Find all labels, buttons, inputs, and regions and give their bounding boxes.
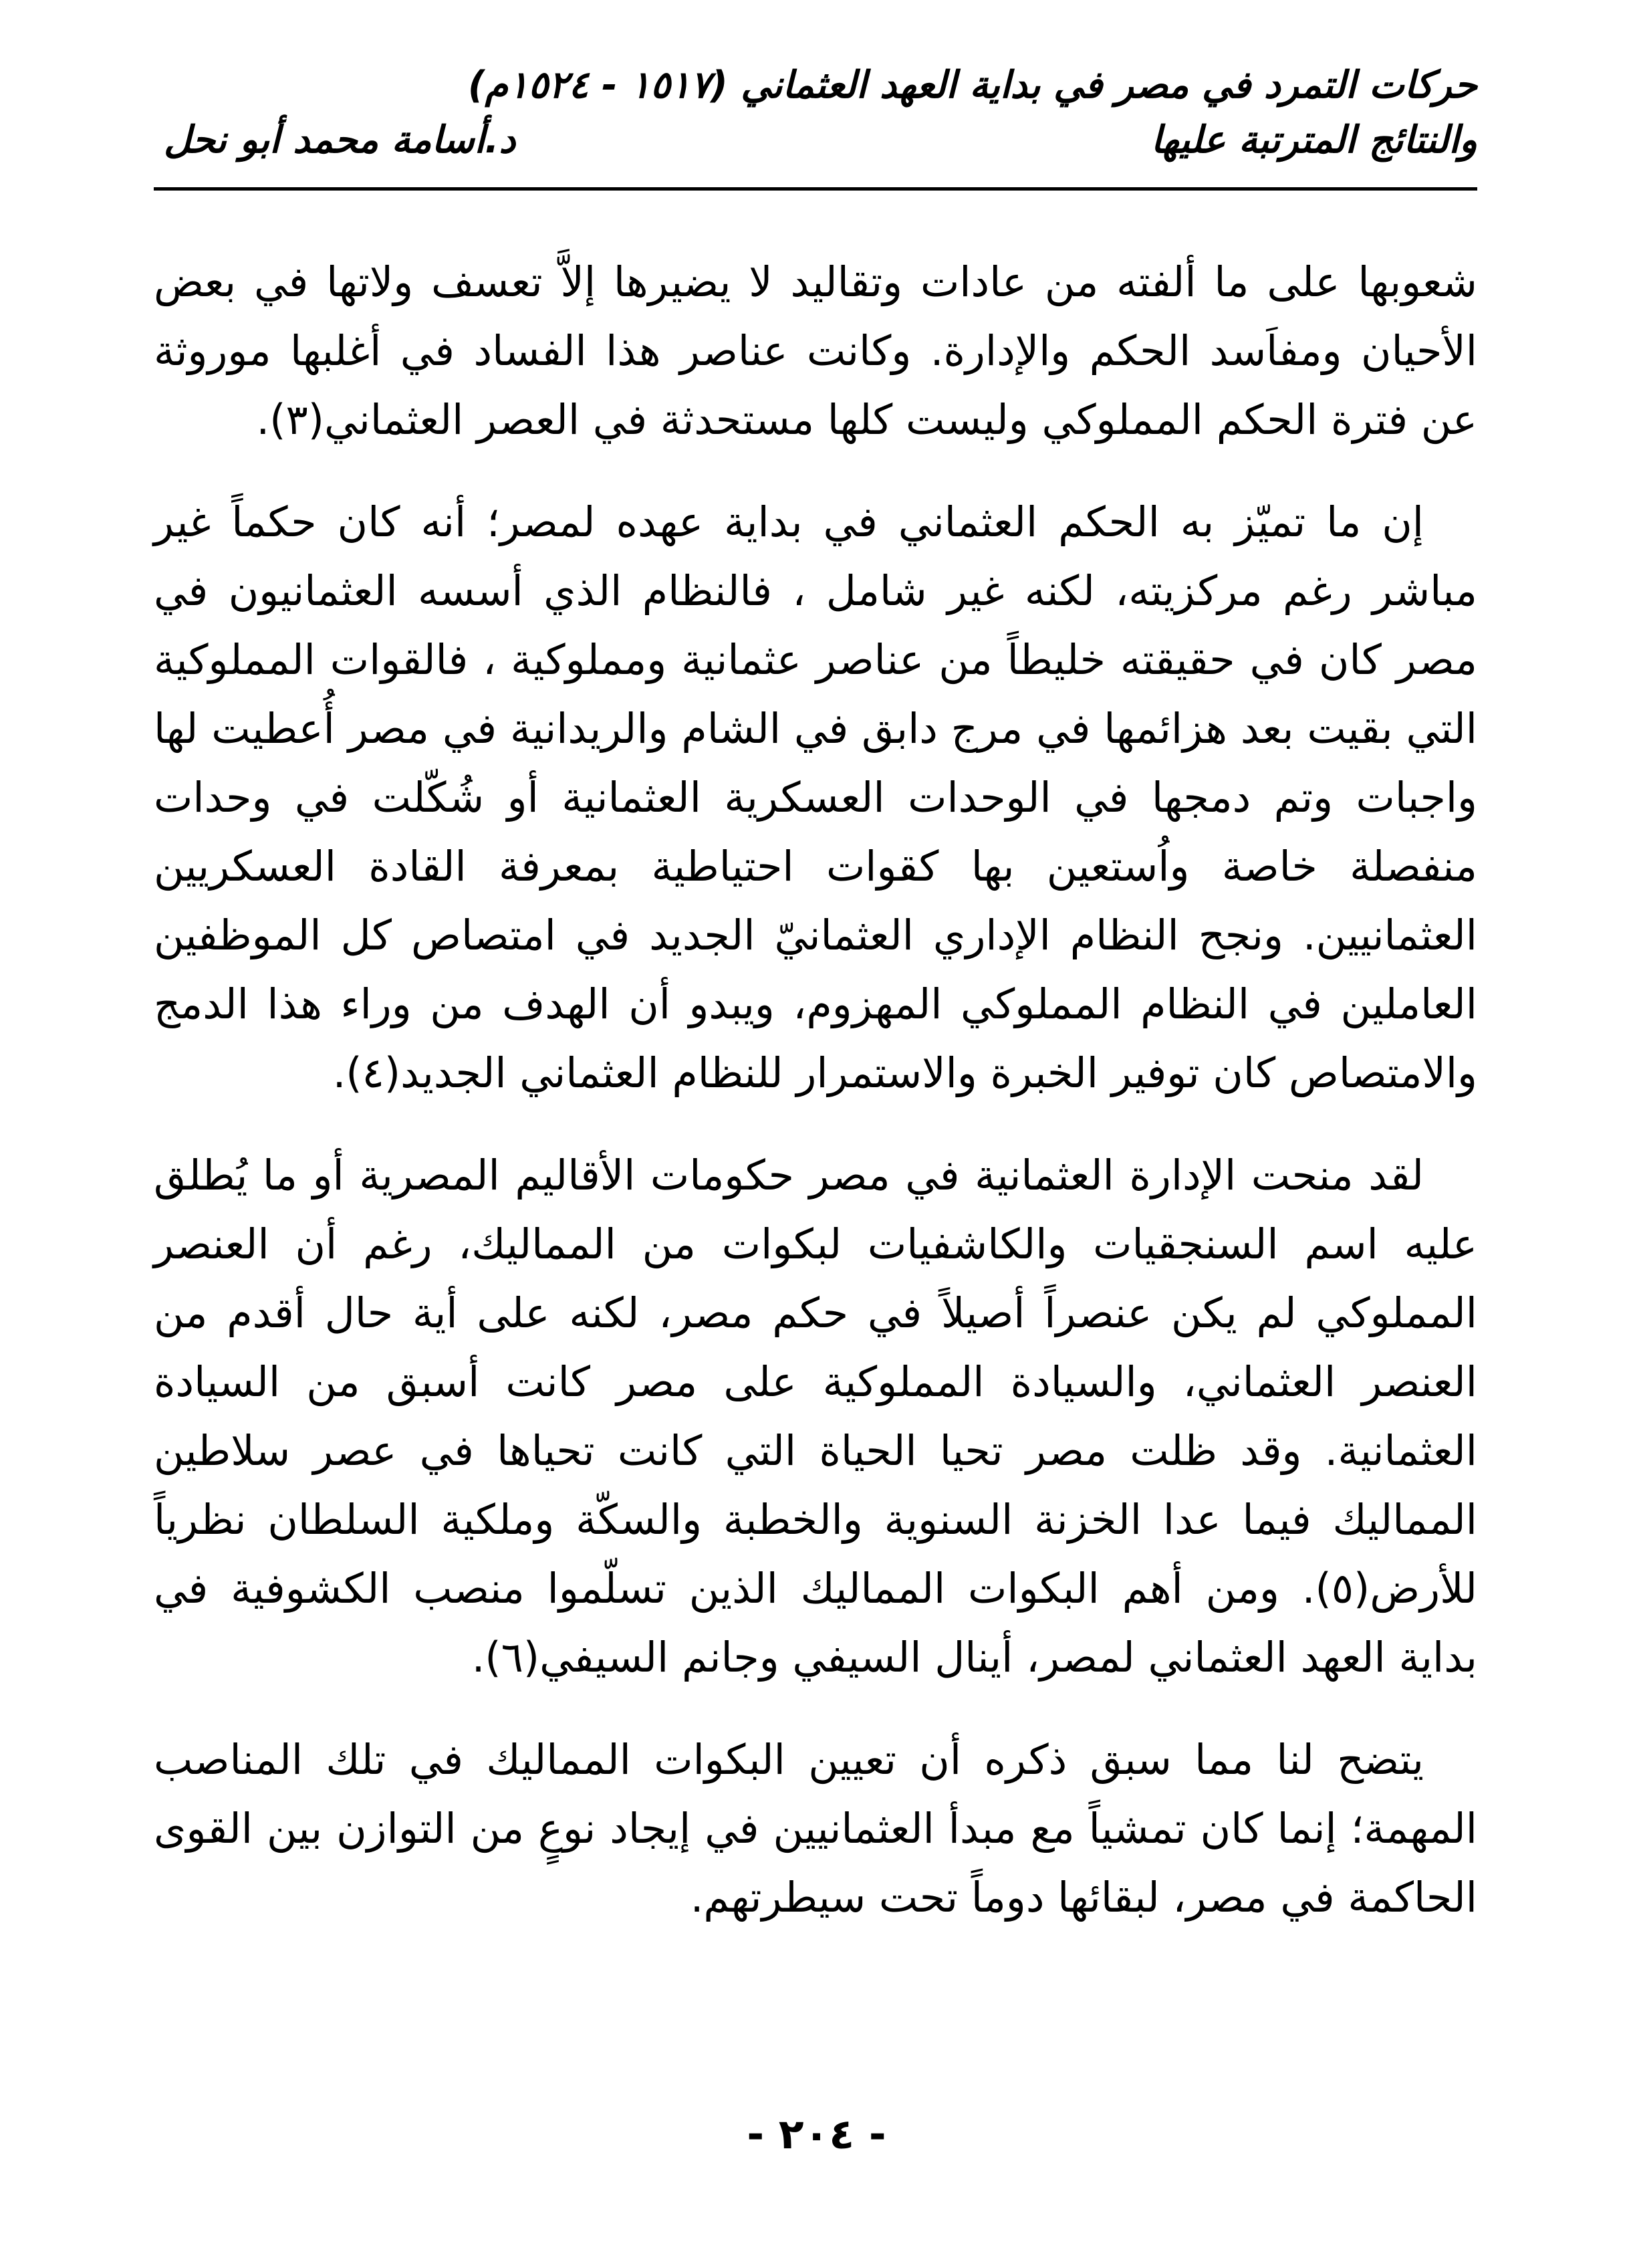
body-text <box>154 247 1477 1965</box>
running-header <box>154 64 1477 197</box>
header-divider <box>154 187 1477 191</box>
paragraph-1: شعوبها على ما ألفته من عادات وتقاليد لا يضيرها إلاَّ تعسف ولاتها في بعض الأحيان ومفاَسد الحكم والإدارة. وكانت عناصر هذا الفساد في أغلبها موروثة عن فترة الحكم المملوكي وليست كلها مستحدثة في العصر العثماني(٣). <box>154 257 1477 444</box>
header-title-line1: حركات التمرد في مصر في بداية العهد العثماني (١٥١٧ - ١٥٢٤م) <box>468 64 1477 107</box>
page-number: - ٢٠٤ - <box>747 2110 886 2158</box>
paragraph-2: إن ما تميّز به الحكم العثماني في بداية عهده لمصر؛ أنه كان حكماً غير مباشر رغم مركزيته، لكنه غير شامل ، فالنظام الذي أسسه العثمانيون في مصر كان في حقيقته خليطاً من عناصر عثمانية ومملوكية ، فالقوات المملوكية التي بقيت بعد هزائمها في مرج دابق في الشام والريدانية في مصر أُعطيت لها واجبات وتم دمجها في الوحدات العسكرية العثمانية أو شُكّلت في وحدات منفصلة خاصة واُستعين بها كقوات احتياطية بمعرفة القادة العسكريين العثمانيين. ونجح النظام الإداري العثمانيّ الجديد في امتصاص كل الموظفين العاملين في النظام المملوكي المهزوم، ويبدو أن الهدف من وراء هذا الدمج والامتصاص كان توفير الخبرة والاستمرار للنظام العثماني الجديد(٤). <box>154 497 1477 1097</box>
paragraph-4: يتضح لنا مما سبق ذكره أن تعيين البكوات المماليك في تلك المناصب المهمة؛ إنما كان تمشياً مع مبدأ العثمانيين في إيجاد نوعٍ من التوازن بين القوى الحاكمة في مصر، لبقائها دوماً تحت سيطرتهم. <box>154 1735 1477 1922</box>
header-author: د.أسامة محمد أبو نحل <box>164 118 516 162</box>
paragraph-3: لقد منحت الإدارة العثمانية في مصر حكومات الأقاليم المصرية أو ما يُطلق عليه اسم السنجقيات والكاشفيات لبكوات من المماليك، رغم أن العنصر المملوكي لم يكن عنصراً أصيلاً في حكم مصر، لكنه على أية حال أقدم من العنصر العثماني، والسيادة المملوكية على مصر كانت أسبق من السيادة العثمانية. وقد ظلت مصر تحيا الحياة التي كانت تحياها في عصر سلاطين المماليك فيما عدا الخزنة السنوية والخطبة والسكّة وملكية السلطان نظرياً للأرض(٥). ومن أهم البكوات المماليك الذين تسلّموا منصب الكشوفية في بداية العهد العثماني لمصر، أينال السيفي وجانم السيفي(٦). <box>154 1151 1477 1682</box>
header-title-line2: والنتائج المترتبة عليها <box>1150 118 1477 162</box>
